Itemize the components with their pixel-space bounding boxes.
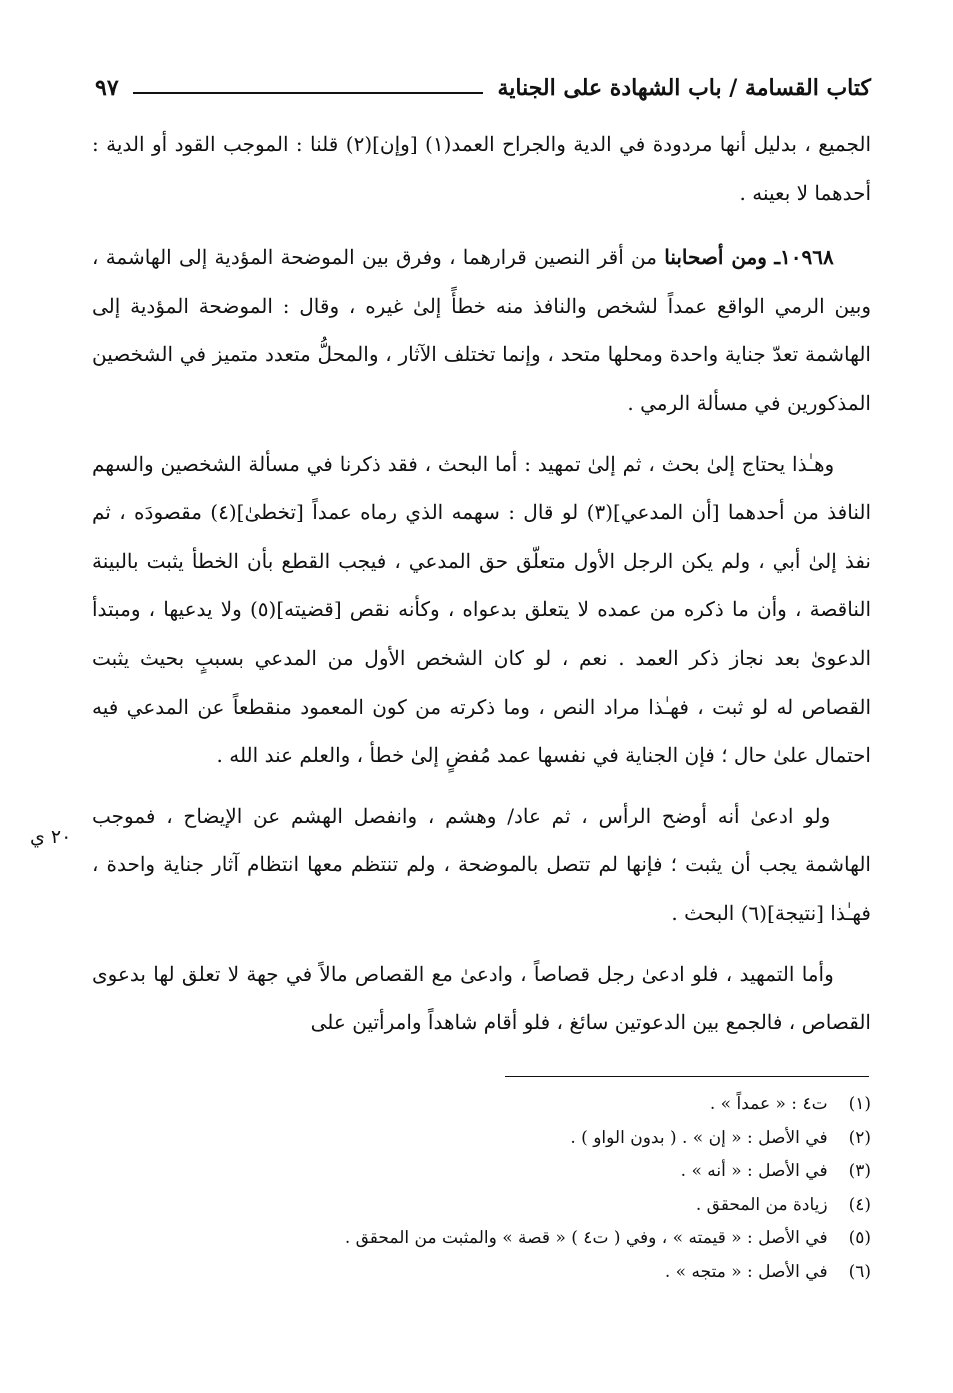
paragraph-number: ١٠٩٦٨ـ: [774, 245, 834, 270]
header-rule: [133, 92, 484, 94]
footnote: [200, 1088, 871, 1122]
paragraph: [92, 120, 871, 217]
running-title: كتاب القسامة / باب الشهادة على الجناية: [497, 75, 871, 101]
footnote-number: (٥): [848, 1228, 871, 1248]
page-number: ٩٧: [95, 75, 119, 101]
footnote: [200, 1256, 871, 1290]
footnote-text: في الأصل : « أنه » .: [680, 1161, 828, 1181]
footnote: [200, 1155, 871, 1189]
footnote-text: في الأصل : « متجه » .: [664, 1261, 828, 1282]
footnote-separator: [505, 1076, 869, 1077]
paragraph-text: الجميع ، بدليل أنها مردودة في الدية والجراح العمد(١) [وإن](٢) قلنا : الموجب القود أو الدية : أحدهما لا بعينه .: [92, 132, 872, 205]
paragraph-text: من أقر النصين قرارهما ، وفرق بين الموضحة المؤدية إلى الهاشمة ، وبين الرمي الواقع عمداً لشخص والنافذ منه خطأً إلىٰ غيره ، وقال : الموضحة المؤدية إلى الهاشمة تعدّ جناية واحدة ومحلها متحد ، وإنما تختلف الآثار ، والمحلُّ متعدد متميز في الشخصين المذكورين في مسألة الرمي .: [92, 245, 871, 415]
footnote-number: (٦): [848, 1261, 871, 1282]
footnote-number: (١): [848, 1094, 871, 1114]
paragraph: [92, 440, 871, 780]
paragraph-lead: ومن أصحابنا: [664, 245, 767, 270]
footnote-text: في الأصل : « قيمته » ، وفي ( ت٤ ) « قصة » والمثبت من المحقق .: [344, 1228, 828, 1248]
footnote-number: (٤): [848, 1194, 871, 1215]
footnote-text: في الأصل : « إن » . ( بدون الواو ) .: [570, 1127, 828, 1148]
main-text: [92, 120, 871, 1059]
paragraph-text: ولو ادعىٰ أنه أوضح الرأس ، ثم عاد/ وهشم ، وانفصل الهشم عن الإيضاح ، فموجب الهاشمة يجب أن يثبت ؛ فإنها لم تتصل بالموضحة ، ولم تنتظم معها انتظام آثار جناية واحدة ، فهـٰذا [نتيجة](٦) البحث .: [92, 803, 871, 925]
footnote: [200, 1222, 871, 1256]
margin-folio-note: ٢٠ ي: [30, 826, 72, 848]
footnote-text: ت٤ : « عمداً » .: [709, 1094, 828, 1114]
footnotes: [200, 1088, 871, 1289]
paragraph-numbered: [92, 233, 871, 427]
footnote-text: زيادة من المحقق .: [695, 1194, 828, 1215]
paragraph: [92, 792, 871, 938]
running-header: [95, 70, 871, 106]
footnote-number: (٣): [848, 1161, 871, 1181]
paragraph: [92, 950, 871, 1047]
footnote: [200, 1189, 871, 1223]
paragraph-text: وأما التمهيد ، فلو ادعىٰ رجل قصاصاً ، وادعىٰ مع القصاص مالاً في جهة لا تعلق لها بدعوى القصاص ، فالجمع بين الدعوتين سائغ ، فلو أقام شاهداً وامرأتين على: [92, 961, 871, 1035]
footnote-number: (٢): [848, 1127, 871, 1148]
paragraph-text: وهـٰذا يحتاج إلىٰ بحث ، ثم إلىٰ تمهيد : أما البحث ، فقد ذكرنا في مسألة الشخصين والسهم النافذ من أحدهما [أن المدعي](٣) لو قال : سهمه الذي رماه عمداً [تخطىٰ](٤) مقصودَه ، ثم نفذ إلىٰ أبي ، ولم يكن الرجل الأول متعلّق حق المدعي ، فيجب القطع بأن الخطأ يثبت بالبينة الناقصة ، وأن ما ذكره من عمده لا يتعلق بدعواه ، وكأنه نقص [قضيته](٥) ولا يدعيها ، ومبتدأ الدعوىٰ بعد نجاز ذكر العمد . نعم ، لو كان الشخص الأول من المدعي بسببٍ بحيث يثبت القصاص له لو ثبت ، فهـٰذا مراد النص ، وما ذكرته من كون المعمود منقطعاً عن المدعي فيه احتمال علىٰ حال ؛ فإن الجناية في نفسها عمد مُفضٍ إلىٰ خطأ ، والعلم عند الله .: [92, 451, 872, 768]
footnote: [200, 1122, 871, 1156]
